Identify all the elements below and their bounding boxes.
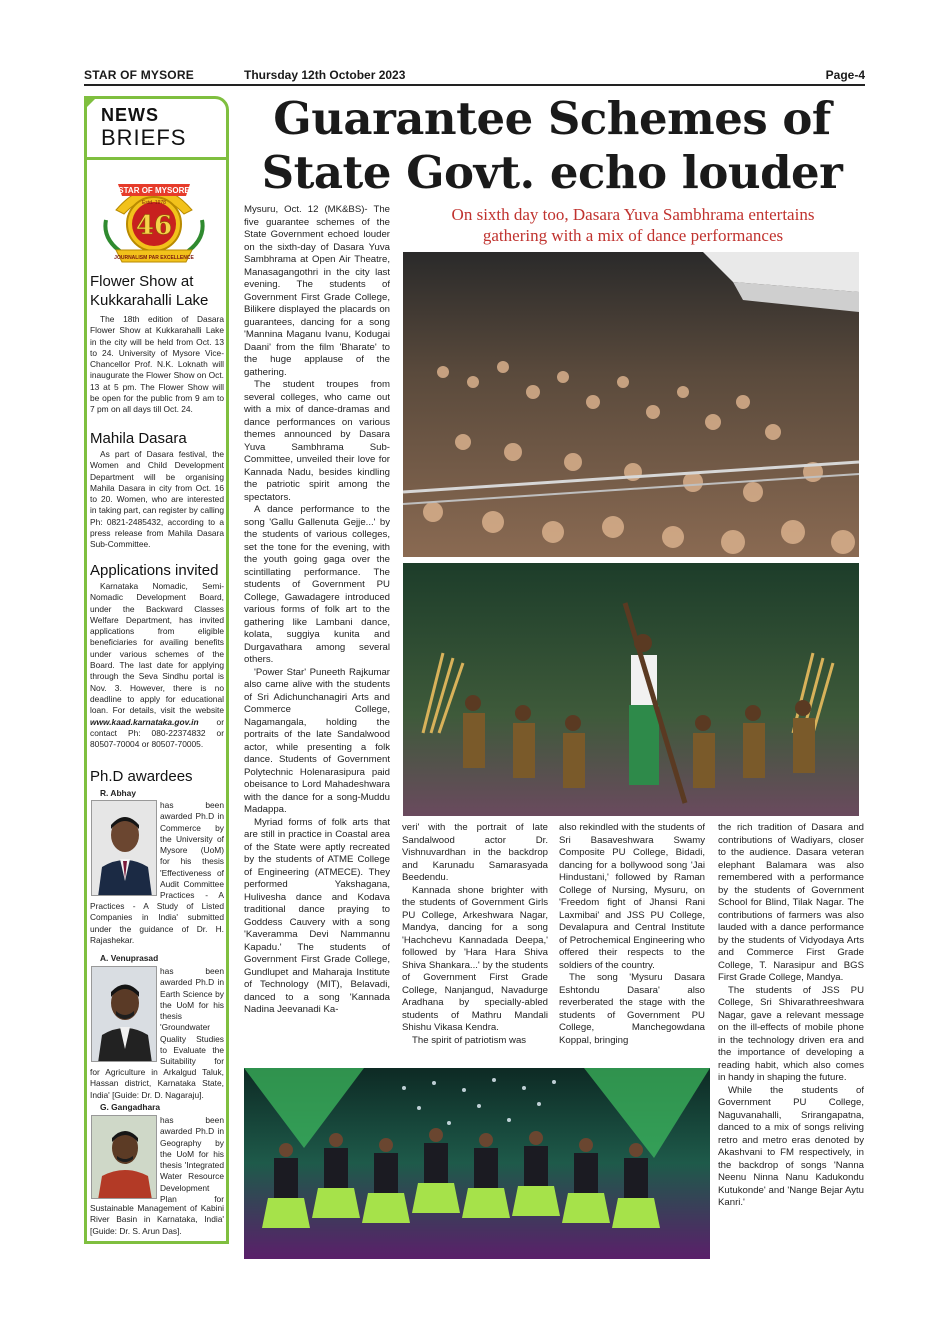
svg-text:STAR OF MYSORE: STAR OF MYSORE	[118, 186, 190, 195]
masthead	[84, 66, 865, 86]
awardee-photo-gangadhara	[91, 1115, 157, 1199]
headline: Guarantee Schemes of State Govt. echo louder	[261, 92, 843, 199]
svg-text:Estd. 1978: Estd. 1978	[142, 200, 166, 206]
news-label: NEWS	[101, 105, 159, 125]
brief-body-flower-show: The 18th edition of Dasara Flower Show at Kukkarahalli Lake in the city will be held from Oct. 13 to 24. University of Mysore Vice-Chancellor Prof. N.K. Loknath will inaugurate the Flower Show on Oct. 13 at 5 pm. The Flower Show will be open for the public from 9 am to 7 pm on all days till Oct. 24.	[90, 314, 224, 415]
article-column-4: the rich tradition of Dasara and contributions of Wadiyars, closer to the audience. Dasara veteran elephant Balamara was also remembered with a performance by the students of Government School for Blind, Tilak Nagar. The contributions of farmers was also lauded with a dance performance by the students of Vidyodaya Arts and Commerce First Grade College, T. Narasipur and BGS First Grade College, Mandya. The students of JSS PU College, Sri Shivarathreeshwara Nagar, gave a relevant message on the ill-effects of mobile phone in the technology driven era and the importance of developing a reading habit, which also comes in handy in shaping the future. While the students of Government PU College, Naguvanahalli, Srirangapatna, danced to a mix of songs reliving retro and metro eras denoted by Akashvani to FM respectively, in the backdrop of songs 'Nanna Neenu Ninna Nanu Kadukondu Kutukonde' and 'Nange Bejar Aytu Kanri.'	[718, 822, 864, 1208]
brief-body-applications: Karnataka Nomadic, Semi-Nomadic Development Board, under the Backward Classes Welfare Department, has invited applications from eligible beneficiaries for availing benefits under various schemes of the Board. The last date for applying through the Seva Sindhu portal is Nov. 3. However, there is no deadline to apply for educational loan. For details, visit the website www.kaad.karnataka.gov.in or contact Ph: 080-22374832 or 80507-70004 or 80507-70005.	[90, 581, 224, 750]
brief-title-mahila-dasara: Mahila Dasara	[90, 430, 187, 447]
awardee-photo-venuprasad	[91, 966, 157, 1062]
awardee-abhay-text-rest: Practices - A Study of Listed Companies in India' submitted under the guidance of Dr. H. Rajashekar.	[90, 901, 224, 945]
issue-date: Thursday 12th October 2023	[244, 68, 406, 82]
article-column-1: Mysuru, Oct. 12 (MK&BS)- The five guarantee schemes of the State Government echoed louder on the sixth-day of Dasara Yuva Sambhrama at Open Air Theatre, Manasagangothri in the city last evening. The students of Government First Grade College, Bilikere displayed the placards on guarantees, dancing for a song 'Mannina Maganu Ivanu, Kodugai Daani' from the film 'Bharate' to the huge applause of the gathering. The student troupes from several colleges, who came out with a mix of dance-dramas and dance performances on various themes announced by Dasara Yuva Sambhrama Sub-Committee, unveiled their love for Kannada Nadu, besides kindling the patriotic spirit among the spectators. A dance performance to the song 'Gallu Gallenuta Gejje...' by the students of various colleges, set the tone for the evening, with the youth going gaga over the scintillating performance. The students of Government PU College, Gawadagere introduced various forms of folk art to the gathering like Lambani dance, kolata, suggiya kunita and Durgavathara among several others. 'Power Star' Puneeth Rajkumar also came alive with the students of Sri Adichunchanagiri Arts and Commerce College, Nagamangala, holding the portraits of the late Sandalwood actor, while presenting a folk dance. Students of Government Polytechnic Holenarasipura paid obeisance to Lord Mahadeshwara with the dance for a song-Muddu Madappa. Myriad forms of folk arts that are still in practice in Coastal area of the State were aptly recreated by the students of ATME College of Engineering (ATMECE). They performed Yakshagana, Hulivesha dance and Kodava traditional dance praying to Goddess Cauvery with a song 'Kaveramma Devi Nammannu Kapadu.' The students of Government First Grade College, Gundlupet and Maharaja Institute of Technology (MIT), Belavadi, danced to a song 'Kannada Nadina Jeevanadi Ka-	[244, 204, 390, 1015]
subheadline: On sixth day too, Dasara Yuva Sambhrama entertains gathering with a mix of dance performances	[451, 205, 815, 245]
photo-group-dance	[244, 1068, 710, 1259]
logo-number: 46	[135, 211, 173, 241]
awardee-gangadhara: G. Gangadhara	[100, 1102, 161, 1112]
article-column-2: veri' with the portrait of late Sandalwood actor Dr. Vishnuvardhan in the backdrop and Karunadu Samarasyada Beedendu. Kannada shone brighter with the students of Government Girls PU College, Arkeshwara Nagar, Mandya, dancing for a song 'Hachchevu Kannadada Deepa,' followed by 'Hara Hara Shiva Shiva Shankara...' by the students of Government First Grade College, Nanjangud, Navadurge Aradhana by specially-abled students of Mathru Mandali Shishu Vikasa Kendra. The spirit of patriotism was	[402, 822, 548, 1046]
awardee-gangadhara-text-rest: Sustainable Management of Kabini River Basin in Karnataka, India' [Guide: Dr. S. Arun Das].	[90, 1203, 224, 1236]
photo-crowd	[403, 252, 859, 557]
brief-title-applications: Applications invited	[90, 562, 219, 579]
website-link[interactable]: www.kaad.karnataka.gov.in	[90, 716, 199, 727]
awardee-venuprasad-text: has been awarded Ph.D in Earth Science by the UoM for his thesis 'Groundwater Quality Studies to Evaluate the Suitability for	[160, 966, 224, 1067]
brief-title-phd: Ph.D awardees	[90, 768, 193, 785]
paper-name: STAR OF MYSORE	[84, 68, 194, 82]
awardee-venuprasad-text-rest: for Agriculture in Arkalgud Taluk, Hassan district, Karnataka State, India' [Guide: Dr. D. Nagaraju].	[90, 1067, 224, 1100]
awardee-gangadhara-text: has been awarded Ph.D in Geography by the UoM for his thesis 'Integrated Water Resource Development Plan for	[160, 1115, 224, 1205]
brief-body-mahila-dasara: As part of Dasara festival, the Women and Child Development Department will be organising Mahila Dasara in city from Oct. 16 to 20. Women, who are interested in taking part, can register by calling Ph: 0821-2485432, according to a press release from Mahila Dasara Sub-Committee.	[90, 449, 224, 550]
article-column-3: also rekindled with the students of Sri Basaveshwara Swamy Composite PU College, Bidadi, dancing for a bollywood song 'Jai Hindustani,' followed by Raman College of Nursing, Mysuru, on 'Freedom fight of Jhansi Rani Laxmibai' and JSS PU College, Devalapura and Central Institute of Petrochemical Engineering who offered their respects to the soldiers of the country. The song 'Mysuru Dasara Eshtondu Dasara' also reverberated the stage with the students of Government PU College, Manchegowdana Koppal, bringing	[559, 822, 705, 1046]
awardee-venuprasad: A. Venuprasad	[100, 953, 159, 963]
awardee-abhay: R. Abhay	[100, 788, 136, 798]
awardee-photo-abhay	[91, 800, 157, 896]
brief-title-flower-show: Flower Show at Kukkarahalli Lake	[90, 273, 209, 309]
page-number: Page-4	[825, 68, 865, 82]
awardee-abhay-text: has been awarded Ph.D in Commerce by the University of Mysore (UoM) for his thesis 'Effectiveness of Audit Committee Practices - A	[160, 800, 224, 901]
news-briefs-header	[84, 96, 229, 160]
svg-text:JOURNALISM PAR EXCELLENCE: JOURNALISM PAR EXCELLENCE	[114, 255, 194, 261]
anniversary-logo	[94, 170, 214, 270]
photo-folk-dance	[403, 563, 859, 816]
briefs-label: BRIEFS	[101, 125, 187, 150]
